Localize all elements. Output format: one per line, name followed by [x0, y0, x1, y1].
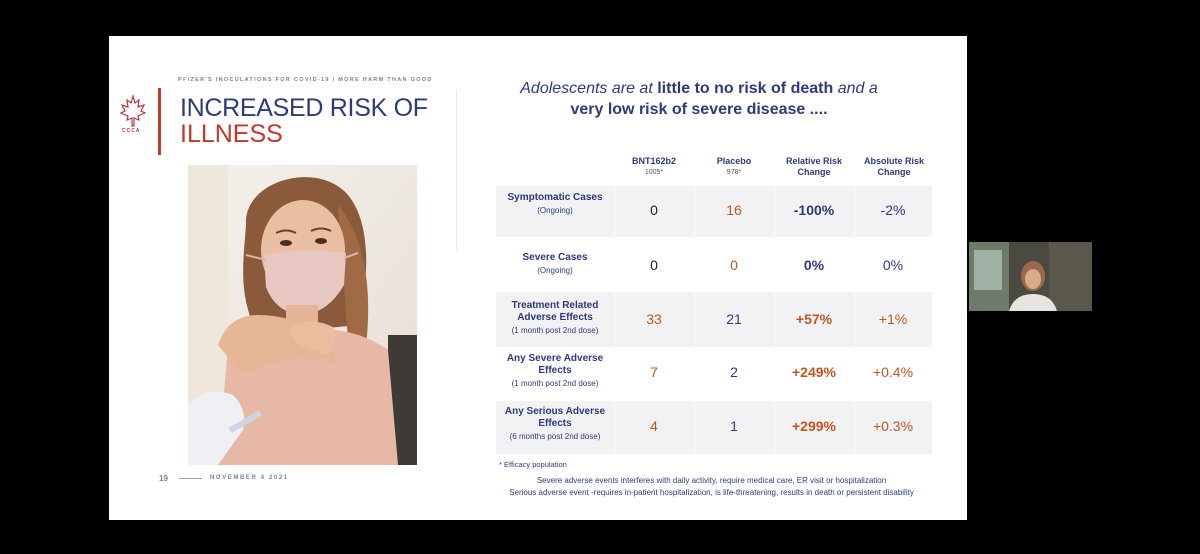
slide-tagline: PFIZER'S INOCULATIONS FOR COVID-19 / MORE HARM THAN GOOD	[178, 77, 433, 83]
slide-title: INCREASED RISK OF	[180, 94, 428, 122]
row-label-text: Treatment Related Adverse Effects	[511, 300, 599, 323]
vertical-divider	[456, 90, 457, 250]
webcam-participant[interactable]	[969, 242, 1092, 311]
col-label: Placebo	[716, 156, 752, 166]
col-head-bnt	[614, 156, 694, 178]
cell-bnt: 7	[650, 364, 658, 380]
cell-bnt: 0	[650, 202, 658, 218]
col-head-relative	[777, 156, 851, 178]
cell-relative: +249%	[792, 364, 836, 380]
row-label-sub: (6 months post 2nd dose)	[509, 432, 601, 441]
girl-vaccination-photo	[188, 165, 417, 465]
col-label: BNT162b2	[631, 156, 676, 166]
cell-placebo: 16	[726, 202, 742, 218]
col-label: Relative Risk Change	[785, 156, 843, 177]
table-row	[496, 239, 932, 290]
title-accent-bar	[158, 88, 161, 155]
footer-divider	[179, 478, 202, 479]
cell-relative: +299%	[792, 418, 836, 434]
row-label-sub: (1 month post 2nd dose)	[511, 379, 599, 388]
table-row	[496, 186, 932, 237]
row-label-sub: (Ongoing)	[537, 206, 573, 215]
col-head-absolute	[855, 156, 933, 178]
maple-leaf-icon	[119, 94, 147, 132]
logo-text: CCCA	[122, 128, 141, 134]
row-label	[496, 300, 614, 337]
table-row	[496, 348, 932, 400]
slide-date: NOVEMBER 4 2021	[210, 475, 289, 481]
cell-absolute: +1%	[878, 311, 908, 327]
row-label-sub: (1 month post 2nd dose)	[511, 326, 599, 335]
cell-absolute: 0%	[882, 257, 904, 273]
slide-title-highlight: ILLNESS	[180, 120, 283, 148]
row-label	[496, 252, 614, 277]
efficacy-note: * Efficacy population	[499, 460, 567, 469]
cell-absolute: +0.3%	[872, 418, 914, 434]
row-label	[496, 406, 614, 443]
cell-placebo: 0	[730, 257, 738, 273]
col-head-placebo	[694, 156, 774, 178]
cell-bnt: 4	[650, 418, 658, 434]
presentation-slide	[109, 36, 967, 520]
row-label-text: Any Severe Adverse Effects	[506, 353, 604, 376]
cell-placebo: 1	[730, 418, 738, 434]
headline-part1: Adolescents are at	[520, 80, 653, 97]
severe-definition: Severe adverse events interferes with daily activity, require medical care, ER visit or hospitalization	[536, 476, 887, 485]
col-label: Absolute Risk Change	[863, 156, 924, 177]
row-label-text: Any Serious Adverse Effects	[504, 406, 606, 429]
row-label-text: Symptomatic Cases	[507, 192, 603, 203]
row-label-text: Severe Cases	[522, 252, 588, 263]
row-label	[496, 192, 614, 217]
headline-part2: little to no risk of death	[657, 80, 834, 97]
table-row	[496, 292, 932, 347]
cell-bnt: 33	[646, 311, 662, 327]
cell-absolute: +0.4%	[872, 364, 914, 380]
slide-headline	[484, 78, 914, 120]
col-sub: 978*	[726, 169, 742, 176]
cell-relative: -100%	[793, 202, 835, 218]
col-sub: 1005*	[644, 169, 664, 176]
page-number: 19	[159, 474, 168, 483]
table-row	[496, 401, 932, 454]
cell-relative: 0%	[803, 257, 825, 273]
row-label	[496, 353, 614, 390]
serious-definition: Serious adverse event -requires in-patient hospitalization, is life-threatening, results in death or persistent disability	[509, 488, 914, 497]
headline-part3: and a	[837, 80, 878, 97]
row-label-sub: (Ongoing)	[537, 266, 573, 275]
cell-placebo: 21	[726, 311, 742, 327]
cell-relative: +57%	[795, 311, 833, 327]
cell-placebo: 2	[730, 364, 738, 380]
cell-bnt: 0	[650, 257, 658, 273]
cell-absolute: -2%	[880, 202, 906, 218]
headline-part4: very low risk of severe disease ....	[570, 101, 828, 118]
